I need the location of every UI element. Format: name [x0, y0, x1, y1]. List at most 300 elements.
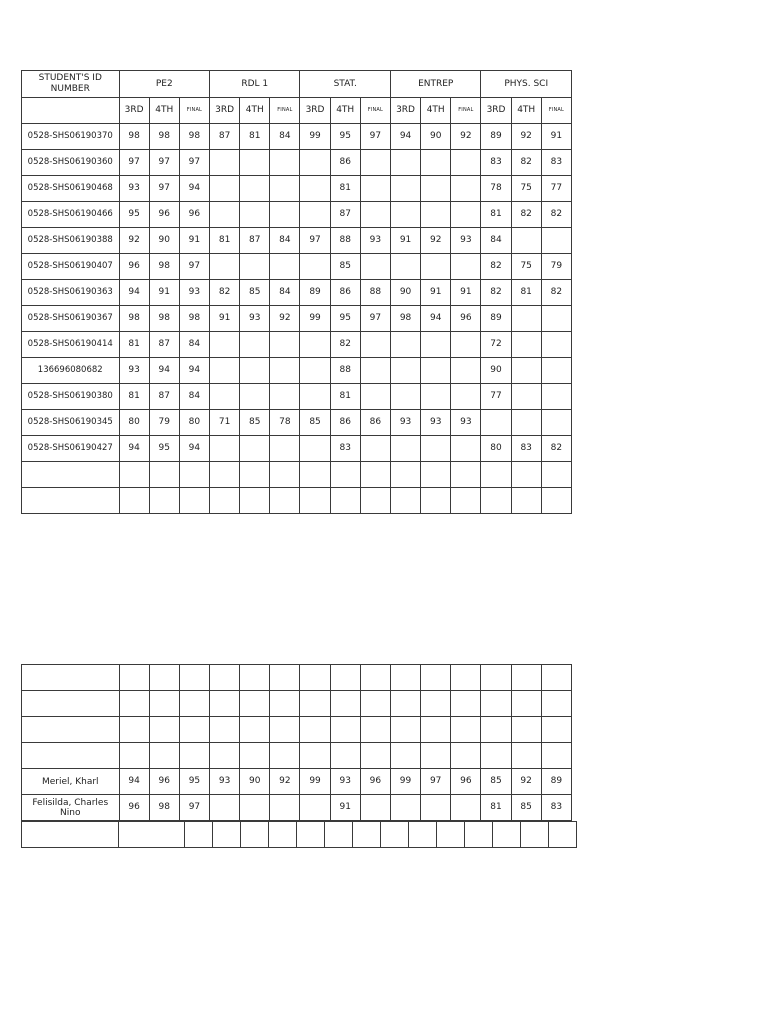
- grade-cell: 75: [511, 254, 541, 280]
- grade-cell: 81: [330, 176, 360, 202]
- blank-cell: [241, 822, 269, 848]
- table-row: [22, 176, 572, 202]
- grade-cell: [511, 717, 541, 743]
- grade-cell: 84: [270, 124, 300, 150]
- grade-cell: 86: [360, 410, 390, 436]
- table-row: [22, 384, 572, 410]
- blank-cell: [381, 822, 409, 848]
- grade-cell: [210, 384, 240, 410]
- grade-cell: [481, 743, 511, 769]
- quarter-header: FINAL: [360, 98, 390, 124]
- grade-cell: [451, 202, 481, 228]
- grade-cell: [270, 436, 300, 462]
- grade-cell: [179, 462, 209, 488]
- grade-cell: [421, 358, 451, 384]
- quarter-header: FINAL: [270, 98, 300, 124]
- grade-cell: [179, 743, 209, 769]
- grade-cell: [390, 176, 420, 202]
- grade-cell: [270, 488, 300, 514]
- grade-cell: [421, 384, 451, 410]
- grade-cell: [481, 717, 511, 743]
- grade-cell: [451, 665, 481, 691]
- grade-cell: [541, 462, 571, 488]
- grade-cell: [149, 743, 179, 769]
- blank-cell: [213, 822, 241, 848]
- id-number-header: STUDENT'S ID NUMBER: [22, 71, 120, 98]
- grade-cell: [360, 254, 390, 280]
- grade-cell: [240, 176, 270, 202]
- grade-cell: [421, 462, 451, 488]
- grade-cell: 82: [210, 280, 240, 306]
- quarter-header: 3RD: [481, 98, 511, 124]
- grade-cell: [240, 743, 270, 769]
- student-id-cell: 0528-SHS06190466: [22, 202, 120, 228]
- grade-cell: [541, 306, 571, 332]
- grade-cell: [210, 358, 240, 384]
- grade-cell: [360, 691, 390, 717]
- grade-cell: [451, 436, 481, 462]
- grade-cell: [300, 202, 330, 228]
- grade-cell: [179, 488, 209, 514]
- grade-cell: [360, 488, 390, 514]
- grade-cell: 80: [119, 410, 149, 436]
- quarter-header: 3RD: [390, 98, 420, 124]
- grade-cell: [541, 691, 571, 717]
- student-id-cell: 0528-SHS06190468: [22, 176, 120, 202]
- grade-cell: 86: [330, 150, 360, 176]
- grade-cell: [300, 384, 330, 410]
- student-id-cell: 0528-SHS06190380: [22, 384, 120, 410]
- grade-cell: [451, 462, 481, 488]
- student-id-cell: 0528-SHS06190360: [22, 150, 120, 176]
- grade-cell: [511, 410, 541, 436]
- grade-cell: [300, 743, 330, 769]
- quarter-header: 3RD: [300, 98, 330, 124]
- grade-cell: [360, 202, 390, 228]
- grade-cell: [179, 691, 209, 717]
- grade-cell: [330, 717, 360, 743]
- grade-cell: 94: [390, 124, 420, 150]
- grade-cell: [421, 743, 451, 769]
- grade-cell: [360, 358, 390, 384]
- grade-cell: [300, 717, 330, 743]
- grade-cell: 83: [481, 150, 511, 176]
- grade-cell: [270, 462, 300, 488]
- grade-cell: 75: [511, 176, 541, 202]
- grade-cell: [240, 358, 270, 384]
- grade-cell: [360, 717, 390, 743]
- grade-cell: [270, 332, 300, 358]
- grade-cell: 87: [240, 228, 270, 254]
- grade-cell: 84: [270, 228, 300, 254]
- grade-cell: [421, 488, 451, 514]
- grade-cell: 89: [481, 124, 511, 150]
- grade-cell: 96: [179, 202, 209, 228]
- grade-cell: [210, 462, 240, 488]
- grade-cell: [481, 488, 511, 514]
- grade-cell: [390, 436, 420, 462]
- student-name-cell: [22, 717, 120, 743]
- grade-cell: 82: [481, 254, 511, 280]
- grade-cell: [300, 665, 330, 691]
- grade-cell: 72: [481, 332, 511, 358]
- grade-cell: 78: [481, 176, 511, 202]
- grade-cell: [330, 691, 360, 717]
- grade-cell: [210, 665, 240, 691]
- table-row: [22, 332, 572, 358]
- grade-cell: 83: [330, 436, 360, 462]
- grade-cell: [360, 332, 390, 358]
- grade-cell: 84: [179, 332, 209, 358]
- grade-cell: [119, 665, 149, 691]
- grade-cell: 95: [330, 306, 360, 332]
- grade-cell: 81: [240, 124, 270, 150]
- grade-cell: 83: [541, 795, 571, 821]
- grade-cell: [240, 717, 270, 743]
- grade-cell: 81: [119, 384, 149, 410]
- grade-cell: [511, 488, 541, 514]
- grade-cell: [300, 176, 330, 202]
- grade-cell: [270, 202, 300, 228]
- grade-cell: 93: [210, 769, 240, 795]
- grade-cell: 93: [390, 410, 420, 436]
- grade-cell: 81: [481, 795, 511, 821]
- student-id-cell: 0528-SHS06190414: [22, 332, 120, 358]
- grade-cell: [421, 202, 451, 228]
- grade-cell: [451, 743, 481, 769]
- blank-cell: [437, 822, 465, 848]
- grade-cell: [360, 176, 390, 202]
- blank-cell: [521, 822, 549, 848]
- grade-cell: [240, 795, 270, 821]
- grade-cell: [330, 462, 360, 488]
- grade-cell: [240, 488, 270, 514]
- grade-cell: 85: [481, 769, 511, 795]
- grade-cell: [240, 202, 270, 228]
- grade-cell: 97: [179, 795, 209, 821]
- subject-header-pe2: PE2: [119, 71, 210, 98]
- grade-cell: 91: [390, 228, 420, 254]
- student-id-cell: 0528-SHS06190345: [22, 410, 120, 436]
- subject-header-rdl1: RDL 1: [210, 71, 300, 98]
- table-row: [22, 436, 572, 462]
- grade-cell: [270, 358, 300, 384]
- grade-cell: 92: [270, 306, 300, 332]
- grade-cell: [240, 254, 270, 280]
- grade-cell: 93: [421, 410, 451, 436]
- grade-cell: [270, 717, 300, 743]
- grade-cell: [300, 488, 330, 514]
- grade-cell: 94: [179, 436, 209, 462]
- grade-cell: 83: [541, 150, 571, 176]
- grade-cell: 77: [481, 384, 511, 410]
- grade-cell: 92: [421, 228, 451, 254]
- grade-cell: [481, 462, 511, 488]
- blank-cell: [353, 822, 381, 848]
- grade-cell: 99: [300, 769, 330, 795]
- grade-cell: [149, 462, 179, 488]
- grade-cell: [270, 254, 300, 280]
- grade-cell: 82: [541, 280, 571, 306]
- grade-cell: [210, 488, 240, 514]
- grade-cell: [421, 717, 451, 743]
- subject-header-phys-sci: PHYS. SCI: [481, 71, 572, 98]
- grade-cell: 97: [149, 150, 179, 176]
- grade-cell: 98: [179, 306, 209, 332]
- grade-cell: [360, 462, 390, 488]
- grade-cell: 88: [360, 280, 390, 306]
- grade-cell: [541, 717, 571, 743]
- quarter-header: FINAL: [451, 98, 481, 124]
- grade-cell: [210, 176, 240, 202]
- student-id-cell: [22, 462, 120, 488]
- grade-cell: [360, 384, 390, 410]
- grade-cell: 93: [360, 228, 390, 254]
- table-row: [22, 410, 572, 436]
- header-row-quarters: [22, 98, 572, 124]
- grade-cell: 96: [119, 795, 149, 821]
- grade-cell: [541, 358, 571, 384]
- student-name-cell: Meriel, Kharl: [22, 769, 120, 795]
- grade-cell: [210, 743, 240, 769]
- table-row: [22, 743, 572, 769]
- grade-cell: 91: [330, 795, 360, 821]
- grade-cell: [541, 228, 571, 254]
- grade-cell: [360, 150, 390, 176]
- grade-cell: [421, 150, 451, 176]
- student-name-cell: Felisilda, Charles Nino: [22, 795, 120, 821]
- grade-cell: [451, 332, 481, 358]
- grade-cell: 89: [541, 769, 571, 795]
- grade-cell: 92: [451, 124, 481, 150]
- grade-cell: 90: [149, 228, 179, 254]
- grade-cell: 98: [390, 306, 420, 332]
- grade-cell: 96: [451, 306, 481, 332]
- table-row: [22, 150, 572, 176]
- grade-cell: 84: [481, 228, 511, 254]
- header-row-subjects: [22, 71, 572, 98]
- quarter-header: 4TH: [240, 98, 270, 124]
- grade-cell: 82: [511, 202, 541, 228]
- blank-cell: [465, 822, 493, 848]
- blank-cell: [269, 822, 297, 848]
- grade-cell: 92: [119, 228, 149, 254]
- grade-cell: 93: [119, 358, 149, 384]
- grade-cell: 90: [421, 124, 451, 150]
- grade-cell: 95: [330, 124, 360, 150]
- grade-cell: 84: [179, 384, 209, 410]
- student-id-cell: [22, 488, 120, 514]
- grade-cell: 92: [270, 769, 300, 795]
- grade-cell: 89: [481, 306, 511, 332]
- student-id-cell: 0528-SHS06190367: [22, 306, 120, 332]
- blank-cell: [185, 822, 213, 848]
- grade-cell: [300, 358, 330, 384]
- grade-cell: 80: [481, 436, 511, 462]
- grade-cell: 97: [360, 306, 390, 332]
- grade-cell: [300, 436, 330, 462]
- grade-cell: 81: [511, 280, 541, 306]
- grade-cell: [390, 488, 420, 514]
- grade-cell: [149, 717, 179, 743]
- grade-cell: 82: [541, 436, 571, 462]
- grade-cell: [451, 691, 481, 717]
- grade-cell: [300, 332, 330, 358]
- table-row: [22, 358, 572, 384]
- blank-cell: [409, 822, 437, 848]
- grade-cell: [300, 462, 330, 488]
- table-row: [22, 306, 572, 332]
- grade-cell: [300, 254, 330, 280]
- grade-cell: 98: [149, 124, 179, 150]
- table-row: [22, 228, 572, 254]
- grade-cell: [541, 488, 571, 514]
- grade-cell: [390, 150, 420, 176]
- grade-cell: [149, 691, 179, 717]
- grade-cell: [481, 665, 511, 691]
- grade-cell: 97: [179, 254, 209, 280]
- grade-cell: [179, 717, 209, 743]
- grade-cell: [481, 410, 511, 436]
- grade-cell: 97: [149, 176, 179, 202]
- grade-cell: [330, 743, 360, 769]
- grade-cell: 90: [481, 358, 511, 384]
- grade-cell: [541, 332, 571, 358]
- grade-cell: 96: [360, 769, 390, 795]
- grade-cell: [511, 665, 541, 691]
- grade-cell: [240, 691, 270, 717]
- grade-cell: [451, 176, 481, 202]
- grade-cell: 81: [330, 384, 360, 410]
- grade-cell: 96: [119, 254, 149, 280]
- grade-cell: [421, 254, 451, 280]
- grade-cell: [360, 436, 390, 462]
- grade-cell: [240, 384, 270, 410]
- grade-cell: 99: [300, 124, 330, 150]
- table-row: [22, 691, 572, 717]
- grade-cell: 85: [240, 280, 270, 306]
- grade-cell: 94: [179, 176, 209, 202]
- grade-cell: [421, 176, 451, 202]
- grade-cell: [210, 436, 240, 462]
- student-name-cell: [22, 743, 120, 769]
- grade-cell: [451, 254, 481, 280]
- grade-cell: [149, 488, 179, 514]
- grade-cell: [451, 488, 481, 514]
- grade-cell: [149, 665, 179, 691]
- table-row: [22, 717, 572, 743]
- grade-cell: [511, 384, 541, 410]
- grade-cell: 97: [179, 150, 209, 176]
- grade-cell: [210, 254, 240, 280]
- grade-cell: [300, 691, 330, 717]
- grade-cell: 85: [240, 410, 270, 436]
- grade-cell: 86: [330, 410, 360, 436]
- grade-cell: 87: [330, 202, 360, 228]
- quarter-header: 4TH: [330, 98, 360, 124]
- grade-cell: [210, 795, 240, 821]
- grade-cell: 87: [149, 332, 179, 358]
- subject-header-entrep: ENTREP: [390, 71, 480, 98]
- grade-cell: 81: [481, 202, 511, 228]
- grade-cell: 78: [270, 410, 300, 436]
- grade-cell: 96: [451, 769, 481, 795]
- grade-cell: 98: [149, 254, 179, 280]
- grade-cell: 91: [541, 124, 571, 150]
- grade-cell: 79: [541, 254, 571, 280]
- grade-cell: 98: [149, 306, 179, 332]
- grade-cell: 94: [119, 280, 149, 306]
- quarter-header: 3RD: [210, 98, 240, 124]
- grade-cell: 89: [300, 280, 330, 306]
- student-name-cell: [22, 665, 120, 691]
- grade-cell: 91: [210, 306, 240, 332]
- blank-cell: [549, 822, 577, 848]
- grade-cell: 94: [149, 358, 179, 384]
- grade-cell: [421, 795, 451, 821]
- grade-cell: [511, 743, 541, 769]
- quarter-header: 4TH: [421, 98, 451, 124]
- quarter-header: FINAL: [541, 98, 571, 124]
- grade-cell: [390, 462, 420, 488]
- grade-cell: [451, 384, 481, 410]
- blank-cell: [325, 822, 353, 848]
- grade-cell: [270, 691, 300, 717]
- grade-cell: 84: [270, 280, 300, 306]
- grade-cell: [119, 488, 149, 514]
- grade-cell: 82: [481, 280, 511, 306]
- grade-cell: [270, 384, 300, 410]
- grade-cell: [240, 150, 270, 176]
- grade-cell: 94: [119, 769, 149, 795]
- grade-cell: 82: [330, 332, 360, 358]
- grade-cell: [210, 691, 240, 717]
- grade-cell: 98: [119, 124, 149, 150]
- grade-cell: 93: [451, 410, 481, 436]
- subject-header-stat: STAT.: [300, 71, 391, 98]
- blank-footer-row: [22, 822, 577, 848]
- grade-cell: [360, 795, 390, 821]
- table-row: [22, 202, 572, 228]
- grade-cell: 82: [511, 150, 541, 176]
- grade-cell: [390, 743, 420, 769]
- table-row: [22, 665, 572, 691]
- grade-cell: [119, 717, 149, 743]
- grade-cell: 99: [300, 306, 330, 332]
- grade-cell: [240, 436, 270, 462]
- table-row: [22, 280, 572, 306]
- grade-cell: 82: [541, 202, 571, 228]
- grade-cell: [421, 436, 451, 462]
- grade-cell: 96: [149, 202, 179, 228]
- quarter-header: FINAL: [179, 98, 209, 124]
- grade-cell: 94: [421, 306, 451, 332]
- grade-cell: [511, 332, 541, 358]
- grade-cell: 98: [119, 306, 149, 332]
- blank-cell: [493, 822, 521, 848]
- student-id-cell: 0528-SHS06190388: [22, 228, 120, 254]
- grade-cell: 97: [119, 150, 149, 176]
- grade-cell: [210, 332, 240, 358]
- grade-cell: 77: [541, 176, 571, 202]
- quarter-header: 4TH: [511, 98, 541, 124]
- grade-cell: [511, 306, 541, 332]
- grade-cell: 94: [119, 436, 149, 462]
- grade-cell: 92: [511, 769, 541, 795]
- grade-cell: 81: [119, 332, 149, 358]
- grade-cell: [451, 358, 481, 384]
- grade-cell: 71: [210, 410, 240, 436]
